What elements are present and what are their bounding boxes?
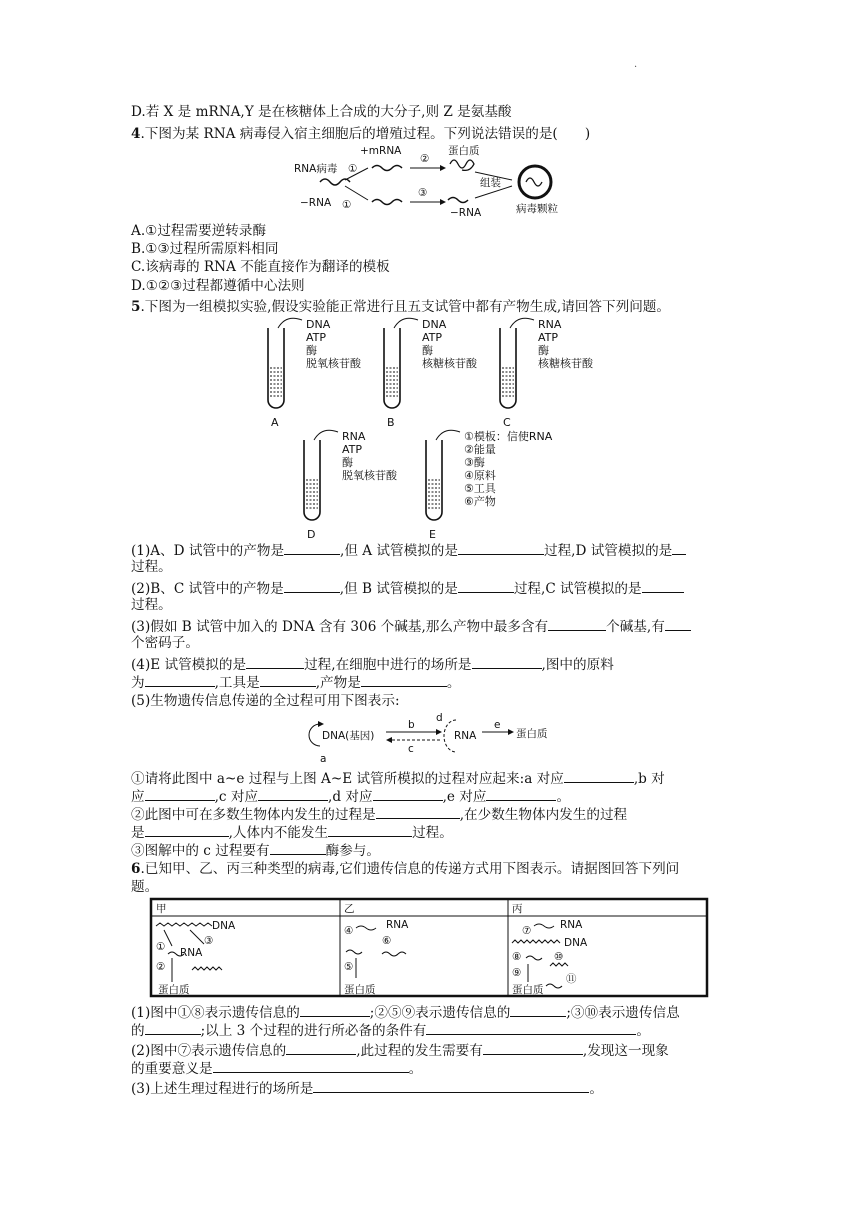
bing-step-8: ⑧ [512, 951, 522, 963]
tube-reagent: ①模板：信使RNA [464, 430, 553, 443]
tube-reagent: 核糖核苷酸 [538, 357, 593, 370]
blank[interactable] [376, 804, 460, 819]
q5-sub4-c: ,图中的原料 [541, 657, 614, 673]
jia-arrow-3 [190, 930, 204, 944]
q5-s1-e: ,d 对应 [328, 789, 373, 805]
blank[interactable] [313, 1078, 589, 1093]
flow-label-a: a [320, 753, 327, 765]
blank[interactable] [672, 540, 686, 555]
q5-s1-f: ,e 对应 [442, 789, 487, 805]
tube-label: D [307, 528, 316, 541]
tube-reagent: RNA [342, 430, 366, 443]
tube-reagent: 酶 [306, 344, 317, 357]
test-tube-a [268, 318, 362, 429]
yi-step-6: ⑥ [382, 935, 392, 947]
q5-s3 [131, 840, 380, 860]
blank[interactable] [665, 616, 691, 631]
q5-s1-d: ,c 对应 [214, 789, 259, 805]
q6-stem [131, 860, 679, 878]
yi-rna: RNA [386, 919, 409, 931]
q5-s1-g: 。 [556, 789, 571, 805]
flow-rna: RNA [454, 730, 477, 742]
q5-number: 5 [131, 299, 141, 315]
q6-p3-a: (3)上述生理过程进行的场所是 [131, 1081, 314, 1097]
blank[interactable] [472, 654, 542, 669]
reagent-arrow [314, 430, 338, 440]
fig-virus-particle: 病毒颗粒 [516, 203, 558, 215]
q4-option-c: C.该病毒的 RNA 不能直接作为翻译的模板 [131, 259, 390, 275]
tube-reagent: DNA [306, 318, 331, 331]
fig-assemble: 组装 [480, 177, 501, 189]
page-mark: · [634, 62, 638, 73]
table-border [151, 899, 707, 996]
q4-option-b: B.①③过程所需原料相同 [131, 241, 279, 257]
q5-sub1-a: (1)A、D 试管中的产物是 [131, 543, 285, 559]
q5-s1-c: 应 [131, 789, 145, 805]
tube-reagent: ATP [306, 331, 327, 344]
blank[interactable] [510, 1002, 566, 1017]
blank[interactable] [458, 578, 514, 593]
jia-step-3: ③ [204, 935, 214, 947]
blank[interactable] [145, 786, 215, 801]
q5-sub2-c: 过程,C 试管模拟的是 [513, 581, 642, 597]
blank[interactable] [260, 672, 316, 687]
arrow-1b [345, 186, 368, 200]
tube-reagent: ⑤工具 [464, 482, 496, 495]
test-tube-c [500, 318, 594, 429]
blank[interactable] [564, 768, 634, 783]
q5-sub3 [131, 616, 691, 636]
q6-p1-c: ;③⑩表示遗传信息 [566, 1005, 680, 1021]
tube-reagent: ③酶 [464, 456, 485, 469]
q5-sub3-end: 个密码子。 [131, 635, 199, 651]
q5-s2-b: ,在少数生物体内发生的过程 [459, 807, 628, 823]
blank[interactable] [284, 540, 340, 555]
bing-protein: 蛋白质 [512, 984, 544, 996]
fig-minus-rna: −RNA [300, 197, 332, 209]
bing-step-7: ⑦ [522, 925, 532, 937]
flow-label-e: e [494, 719, 501, 731]
jia-step-2: ② [156, 961, 166, 973]
tube-reagent: ATP [342, 443, 363, 456]
tube-label: A [271, 416, 279, 429]
blank[interactable] [246, 654, 304, 669]
plus-mrna-wave [372, 166, 402, 171]
blank[interactable] [145, 1020, 201, 1035]
q6-p2-line2 [131, 1058, 422, 1078]
q6-p2-b: ,此过程的发生需要有 [356, 1043, 483, 1059]
jia-rna: RNA [180, 947, 203, 959]
q5-sub4-b: 过程,在细胞中进行的场所是 [304, 657, 472, 673]
q5-sub2-end: 过程。 [131, 597, 172, 613]
bing-step-9: ⑨ [512, 967, 522, 979]
q5-stem [131, 298, 670, 316]
q5-sub2 [131, 578, 684, 598]
q4-virus-figure [290, 142, 570, 222]
jia-dna-copy [192, 967, 222, 970]
fig-step-1b: ① [342, 199, 352, 211]
blank[interactable] [486, 786, 556, 801]
q6-p3 [131, 1078, 603, 1098]
tube-reagent: ②能量 [464, 443, 496, 456]
flow-protein: 蛋白质 [516, 728, 548, 740]
q5-s2-c: 是 [131, 825, 145, 841]
yi-rna-copy-left [346, 950, 362, 954]
blank[interactable] [361, 672, 447, 687]
bing-rna-wave [534, 924, 554, 928]
yi-step-5: ⑤ [344, 961, 354, 973]
blank[interactable] [284, 578, 340, 593]
q5-sub2-a: (2)B、C 试管中的产物是 [131, 581, 284, 597]
q6-p1-f: 。 [636, 1023, 650, 1039]
fig-minus-rna-2: −RNA [450, 207, 482, 219]
q6-p2-d: 的重要意义是 [131, 1061, 213, 1077]
flow-label-b: b [408, 719, 415, 731]
replication-loop-a [309, 724, 320, 746]
blank[interactable] [258, 786, 328, 801]
q4-stem-text: .下图为某 RNA 病毒侵入宿主细胞后的增殖过程。下列说法错误的是( ) [140, 126, 591, 142]
tube-reagent: 酶 [422, 344, 433, 357]
q5-sub5: (5)生物遗传信息传递的全过程可用下图表示: [131, 693, 400, 709]
q6-p1 [131, 1002, 680, 1022]
tube-reagent: ATP [422, 331, 443, 344]
tube-reagent: RNA [538, 318, 562, 331]
blank[interactable] [328, 822, 412, 837]
tube-reagent: ④原料 [464, 469, 496, 482]
q5-sub1 [131, 540, 686, 560]
fig-step-1a: ① [348, 163, 358, 175]
protein-coil [450, 160, 474, 170]
tube-reagent: DNA [422, 318, 447, 331]
reagent-arrow [436, 430, 460, 440]
q5-sub4-f: ,产物是 [315, 675, 361, 691]
bing-dna-helix [512, 940, 560, 943]
bing-mrna-wave [526, 956, 542, 960]
q6-p2-c: ,发现这一现象 [582, 1043, 669, 1059]
q6-virus-table [150, 898, 708, 998]
q4-stem [131, 125, 590, 143]
reagent-arrow [510, 318, 534, 328]
q6-p2 [131, 1040, 669, 1060]
tube-reagent: 酶 [342, 456, 353, 469]
q5-s2-a: ②此图中可在多数生物体内发生的过程是 [131, 807, 376, 823]
blank[interactable] [426, 1020, 636, 1035]
q6-p2-e: 。 [408, 1061, 423, 1077]
table-header-jia: 甲 [156, 903, 167, 915]
arrow-c-head [386, 737, 392, 743]
q5-sub4-a: (4)E 试管模拟的是 [131, 657, 247, 673]
q4-number: 4 [131, 126, 141, 142]
q5-sub3-b: 个碱基,有 [606, 619, 665, 635]
q5-s1-line2 [131, 786, 570, 806]
q5-sub4-e: ,工具是 [214, 675, 260, 691]
q5-stem-text: .下图为一组模拟实验,假设实验能正常进行且五支试管中都有产物生成,请回答下列问题。 [140, 299, 670, 315]
jia-dna-helix [156, 923, 212, 926]
q5-sub4 [131, 654, 614, 674]
q6-stem-line2: 题。 [131, 879, 159, 895]
reagent-arrow [394, 318, 418, 328]
bing-dna: DNA [564, 937, 588, 949]
bing-rna: RNA [560, 919, 583, 931]
q5-sub1-c: 过程,D 试管模拟的是 [543, 543, 673, 559]
replication-arrow-a [318, 721, 324, 727]
minus-rna-product-wave [448, 198, 468, 203]
central-dogma-flow [306, 712, 566, 766]
q3-option-d: D.若 X 是 mRNA,Y 是在核糖体上合成的大分子,则 Z 是氨基酸 [131, 104, 512, 120]
arrow-e-head [508, 729, 514, 735]
fig-step-2: ② [420, 153, 430, 165]
bing-rna-copy [546, 984, 562, 988]
tube-reagent: 酶 [538, 344, 549, 357]
tube-reagent: 脱氧核苷酸 [342, 469, 397, 482]
q6-p1-b: ;②⑤⑨表示遗传信息的 [369, 1005, 511, 1021]
tube-label: C [503, 416, 511, 429]
q5-s2-e: 过程。 [412, 825, 453, 841]
q6-p1-line2 [131, 1020, 650, 1040]
q5-sub3-a: (3)假如 B 试管中加入的 DNA 含有 306 个碱基,那么产物中最多含有 [131, 619, 549, 635]
q5-s2 [131, 804, 627, 824]
blank[interactable] [286, 1040, 356, 1055]
q5-sub4-g: 。 [446, 675, 461, 691]
blank[interactable] [483, 1040, 583, 1055]
test-tube-e [426, 429, 553, 541]
q6-p3-b: 。 [589, 1081, 603, 1097]
test-tube-b [384, 318, 478, 429]
tube-reagent: 核糖核苷酸 [422, 357, 477, 370]
reagent-arrow [278, 318, 302, 328]
jia-dna: DNA [212, 920, 236, 932]
q5-sub2-b: ,但 B 试管模拟的是 [339, 581, 458, 597]
blank[interactable] [300, 1002, 370, 1017]
bing-step-10: ⑩ [554, 951, 564, 963]
arrow-b-head [436, 729, 442, 735]
flow-label-d: d [436, 712, 443, 724]
virus-particle-inner [526, 178, 542, 186]
blank[interactable] [213, 1058, 409, 1073]
blank[interactable] [373, 786, 443, 801]
q5-s3-a: ③图解中的 c 过程要有 [131, 843, 270, 859]
blank[interactable] [548, 616, 606, 631]
q5-sub1-end: 过程。 [131, 559, 172, 575]
arrow-2-head [440, 165, 446, 171]
blank[interactable] [270, 840, 326, 855]
q5-s2-line2 [131, 822, 453, 842]
flow-dna: DNA(基因) [322, 730, 375, 742]
yi-rna-wave [356, 926, 376, 930]
tube-label: B [387, 416, 395, 429]
tube-reagent: ATP [538, 331, 559, 344]
jia-protein: 蛋白质 [158, 984, 190, 996]
jia-step-1: ① [156, 941, 166, 953]
bing-step-11: ⑪ [566, 973, 577, 985]
q5-s2-d: ,人体内不能发生 [228, 825, 329, 841]
yi-rna-copy-right [382, 952, 406, 956]
bing-dna-copy [550, 963, 568, 966]
flow-label-c: c [408, 743, 414, 755]
q6-p1-a: (1)图中①⑧表示遗传信息的 [131, 1005, 300, 1021]
fig-protein: 蛋白质 [448, 145, 480, 157]
q6-p1-d: 的 [131, 1023, 145, 1039]
test-tube-d [304, 430, 398, 541]
yi-protein: 蛋白质 [344, 984, 376, 996]
fig-rna-virus-label: RNA病毒 [294, 163, 338, 175]
yi-step-4: ④ [344, 925, 354, 937]
q5-sub4-line2 [131, 672, 460, 692]
virus-particle-circle [519, 166, 551, 198]
q4-option-d: D.①②③过程都遵循中心法则 [131, 278, 305, 294]
blank[interactable] [642, 578, 684, 593]
q5-s1-b: ,b 对 [633, 771, 665, 787]
table-header-yi: 乙 [344, 903, 355, 915]
blank[interactable] [145, 822, 229, 837]
tube-reagent: 脱氧核苷酸 [306, 357, 361, 370]
minus-rna-wave [372, 200, 402, 205]
q6-p1-e: ;以上 3 个过程的进行所必备的条件有 [200, 1023, 427, 1039]
blank[interactable] [458, 540, 544, 555]
q5-s1 [131, 768, 665, 788]
q6-stem-text: .已知甲、乙、丙三种类型的病毒,它们遗传信息的传递方式用下图表示。请据图回答下列问 [140, 861, 680, 877]
arrow-3-head [440, 199, 446, 205]
q6-number: 6 [131, 861, 141, 877]
q5-s1-a: ①请将此图中 a~e 过程与上图 A~E 试管所模拟的过程对应起来:a 对应 [131, 771, 564, 787]
q5-sub1-b: ,但 A 试管模拟的是 [340, 543, 458, 559]
q4-option-a: A.①过程需要逆转录酶 [131, 223, 267, 239]
q5-test-tube-figure [260, 316, 600, 540]
q5-s3-b: 酶参与。 [325, 843, 380, 859]
fig-step-3: ③ [418, 187, 428, 199]
q5-sub4-d: 为 [131, 675, 145, 691]
tube-reagent: ⑥产物 [464, 495, 496, 508]
table-header-bing: 丙 [512, 903, 523, 915]
blank[interactable] [145, 672, 215, 687]
q6-p2-a: (2)图中⑦表示遗传信息的 [131, 1043, 287, 1059]
fig-plus-mrna: +mRNA [360, 145, 402, 157]
tube-label: E [429, 528, 436, 541]
